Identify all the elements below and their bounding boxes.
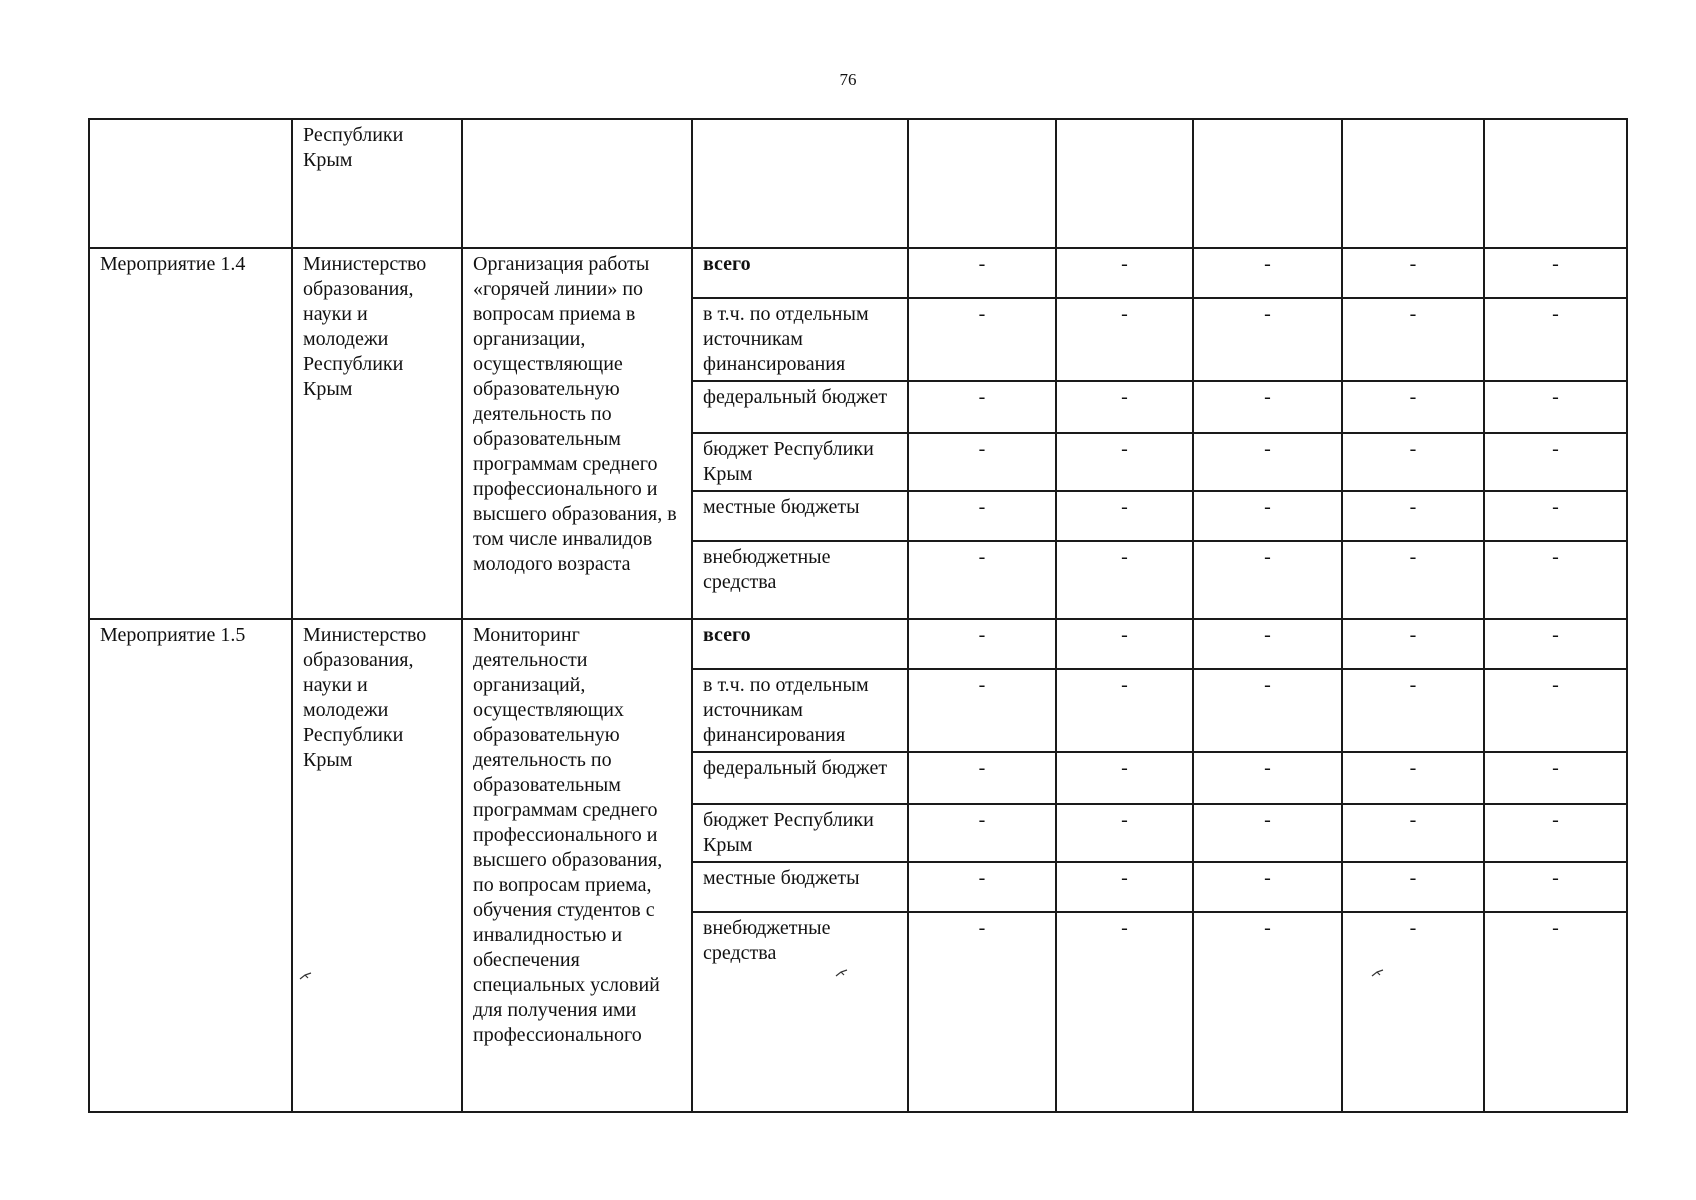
value-cell [1056, 119, 1193, 248]
dash-value: - [1342, 433, 1484, 491]
dash-value: - [1193, 491, 1342, 541]
dash-value: - [1342, 804, 1484, 862]
value-cell [1342, 119, 1484, 248]
source-total: всего [692, 619, 908, 669]
dash-value: - [908, 248, 1056, 298]
dash-value: - [1056, 491, 1193, 541]
dash-value: - [1056, 752, 1193, 804]
dash-value: - [908, 381, 1056, 433]
dash-value: - [1484, 862, 1627, 912]
dash-value: - [908, 541, 1056, 619]
dash-value: - [908, 669, 1056, 752]
responsible-cell: Республики Крым [292, 119, 462, 248]
scan-mark-icon [835, 968, 849, 978]
source-label: бюджет Республики Крым [692, 433, 908, 491]
dash-value: - [1056, 912, 1193, 1112]
dash-value: - [1342, 541, 1484, 619]
dash-value: - [1193, 912, 1342, 1112]
dash-value: - [1342, 298, 1484, 381]
dash-value: - [1484, 298, 1627, 381]
dash-value: - [1484, 381, 1627, 433]
dash-value: - [1484, 433, 1627, 491]
dash-value: - [908, 804, 1056, 862]
continuation-row [89, 119, 1627, 248]
event-name: Мероприятие 1.5 [89, 619, 292, 1112]
scan-mark-icon [1371, 968, 1385, 978]
dash-value: - [1056, 862, 1193, 912]
dash-value: - [1193, 619, 1342, 669]
value-cell [1484, 119, 1627, 248]
dash-value: - [1342, 248, 1484, 298]
event-responsible: Министерство образования, науки и молодежи Республики Крым [292, 248, 462, 619]
dash-value: - [1484, 491, 1627, 541]
dash-value: - [908, 298, 1056, 381]
dash-value: - [1056, 248, 1193, 298]
dash-value: - [1342, 669, 1484, 752]
dash-value: - [908, 491, 1056, 541]
event-responsible: Министерство образования, науки и молодежи Республики Крым [292, 619, 462, 1112]
dash-value: - [908, 912, 1056, 1112]
source-label: в т.ч. по отдельным источникам финансирования [692, 669, 908, 752]
description-cell [462, 119, 692, 248]
dash-value: - [1484, 541, 1627, 619]
source-label: местные бюджеты [692, 862, 908, 912]
event-description: Мониторинг деятельности организаций, осуществляющих образовательную деятельность по образовательным программам среднего профессионального и высшего образования, по вопросам приема, обучения студентов с инвалидностью и обеспечения специальных условий для получения ими профессионального [462, 619, 692, 1112]
dash-value: - [1056, 298, 1193, 381]
dash-value: - [1484, 248, 1627, 298]
source-label: внебюджетные средства [692, 912, 908, 1112]
source-label: внебюджетные средства [692, 541, 908, 619]
dash-value: - [1193, 862, 1342, 912]
table-row [89, 619, 1627, 669]
dash-value: - [1342, 381, 1484, 433]
source-label: федеральный бюджет [692, 752, 908, 804]
source-total: всего [692, 248, 908, 298]
source-label: в т.ч. по отдельным источникам финансирования [692, 298, 908, 381]
dash-value: - [1193, 298, 1342, 381]
dash-value: - [908, 862, 1056, 912]
dash-value: - [1193, 669, 1342, 752]
event-cell [89, 119, 292, 248]
dash-value: - [1342, 862, 1484, 912]
dash-value: - [1484, 619, 1627, 669]
dash-value: - [1484, 669, 1627, 752]
scan-mark-icon [299, 971, 313, 981]
source-cell [692, 119, 908, 248]
dash-value: - [908, 619, 1056, 669]
dash-value: - [1342, 752, 1484, 804]
dash-value: - [1056, 669, 1193, 752]
event-description: Организация работы «горячей линии» по вопросам приема в организации, осуществляющие образовательную деятельность по образовательным программам среднего профессионального и высшего образования, в том числе инвалидов молодого возраста [462, 248, 692, 619]
dash-value: - [1484, 752, 1627, 804]
dash-value: - [1193, 248, 1342, 298]
dash-value: - [1056, 804, 1193, 862]
dash-value: - [1342, 491, 1484, 541]
value-cell [908, 119, 1056, 248]
dash-value: - [1484, 912, 1627, 1112]
funding-table [88, 118, 1628, 1113]
dash-value: - [1193, 541, 1342, 619]
dash-value: - [1056, 541, 1193, 619]
dash-value: - [1193, 381, 1342, 433]
dash-value: - [1056, 433, 1193, 491]
dash-value: - [908, 433, 1056, 491]
page-number: 76 [839, 70, 857, 89]
dash-value: - [1193, 804, 1342, 862]
dash-value: - [1484, 804, 1627, 862]
dash-value: - [1193, 433, 1342, 491]
dash-value: - [1342, 619, 1484, 669]
dash-value: - [1342, 912, 1484, 1112]
dash-value: - [908, 752, 1056, 804]
table-row [89, 248, 1627, 298]
value-cell [1193, 119, 1342, 248]
source-label: федеральный бюджет [692, 381, 908, 433]
dash-value: - [1056, 619, 1193, 669]
source-label: бюджет Республики Крым [692, 804, 908, 862]
source-label: местные бюджеты [692, 491, 908, 541]
dash-value: - [1193, 752, 1342, 804]
event-name: Мероприятие 1.4 [89, 248, 292, 619]
dash-value: - [1056, 381, 1193, 433]
